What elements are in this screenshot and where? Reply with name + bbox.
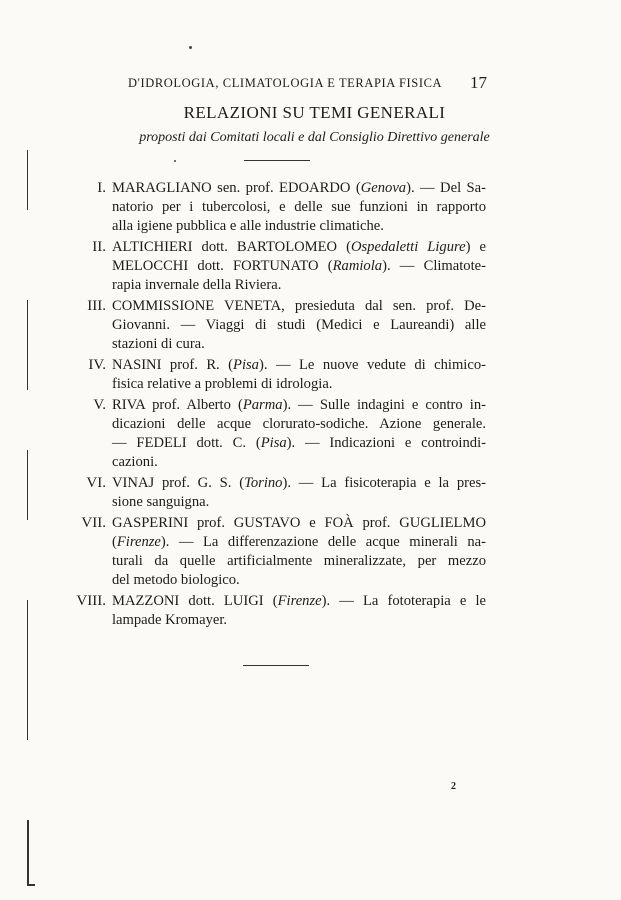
line-text: rapia invernale della Riviera. bbox=[112, 277, 282, 293]
entry-line bbox=[112, 493, 486, 512]
entry-line bbox=[112, 571, 486, 590]
line-text: del metodo biologico. bbox=[112, 572, 240, 588]
place-name: Firenze bbox=[277, 593, 322, 609]
entry-numeral: VII. bbox=[81, 515, 106, 531]
signature-mark: 2 bbox=[451, 781, 456, 792]
report-entry bbox=[62, 396, 492, 472]
line-text: Giovanni. — Viaggi di studi (Medici e Laureandi) alle bbox=[112, 317, 486, 333]
line-text: ). — Climatote- bbox=[382, 258, 486, 274]
entry-numeral: III. bbox=[87, 298, 106, 314]
entry-line bbox=[112, 514, 486, 533]
line-text: MELOCCHI dott. FORTUNATO ( bbox=[112, 258, 333, 274]
line-text: ) e bbox=[465, 239, 486, 255]
entry-line bbox=[112, 335, 486, 354]
entry-line bbox=[112, 257, 486, 276]
line-text: ). — Del Sa- bbox=[406, 180, 486, 196]
entry-line bbox=[112, 396, 486, 415]
line-text: ). — Sulle indagini e contro in- bbox=[282, 397, 486, 413]
page-number: 17 bbox=[470, 73, 487, 92]
entry-line bbox=[112, 375, 486, 394]
place-name: Ospedaletti Ligure bbox=[350, 239, 466, 255]
line-text: RIVA prof. Alberto ( bbox=[112, 397, 243, 413]
entry-numeral: VI. bbox=[86, 475, 106, 491]
margin-scan-line bbox=[27, 150, 28, 210]
line-text: COMMISSIONE VENETA, presieduta dal sen. prof. De- bbox=[112, 298, 486, 314]
line-text: ). — La fototerapia e le bbox=[321, 593, 486, 609]
report-entry bbox=[62, 592, 492, 630]
line-text: ( bbox=[112, 534, 117, 550]
margin-scan-line bbox=[27, 300, 28, 390]
entry-line bbox=[112, 453, 486, 472]
entry-line bbox=[112, 533, 486, 552]
speck-dot bbox=[174, 160, 176, 162]
line-text: ALTICHIERI dott. BARTOLOMEO ( bbox=[112, 239, 351, 255]
entry-numeral: VIII. bbox=[76, 593, 106, 609]
margin-scan-line bbox=[27, 450, 28, 520]
entry-line bbox=[112, 179, 486, 198]
speck-dot bbox=[189, 46, 192, 49]
entry-numeral: I. bbox=[97, 180, 106, 196]
entry-numeral: II. bbox=[92, 239, 106, 255]
entry-line bbox=[112, 434, 486, 453]
entry-line bbox=[112, 217, 486, 236]
place-name: Parma bbox=[242, 397, 283, 413]
running-header-title: D'IDROLOGIA, CLIMATOLOGIA E TERAPIA FISICA bbox=[128, 76, 443, 90]
entry-line bbox=[112, 297, 486, 316]
line-text: MAZZONI dott. LUIGI ( bbox=[112, 593, 278, 609]
line-text: NASINI prof. R. ( bbox=[112, 357, 234, 373]
place-name: Ramiola bbox=[332, 258, 383, 274]
line-text: alla igiene pubblica e alle industrie climatiche. bbox=[112, 218, 384, 234]
line-text: ). — Indicazioni e controindi- bbox=[286, 435, 486, 451]
line-text: ). — La fisicoterapia e la pres- bbox=[282, 475, 486, 491]
top-divider bbox=[244, 160, 310, 161]
entry-line bbox=[112, 415, 486, 434]
line-text: VINAJ prof. G. S. ( bbox=[112, 475, 245, 491]
section-subtitle: proposti dai Comitati locali e dal Consiglio Direttivo generale bbox=[139, 130, 490, 145]
line-text: fisica relative a problemi di idrologia. bbox=[112, 376, 333, 392]
line-text: ). — La differenzazione delle acque minerali na- bbox=[160, 534, 486, 550]
line-text: cazioni. bbox=[112, 454, 158, 470]
line-text: natorio per i tubercolosi, e delle sue funzioni in rapporto bbox=[112, 199, 486, 215]
margin-corner-mark bbox=[27, 884, 35, 886]
margin-scan-line bbox=[27, 600, 28, 740]
line-text: turali da quelle artificialmente mineralizzate, per mezzo bbox=[112, 553, 486, 569]
entry-numeral: IV. bbox=[88, 357, 106, 373]
report-entry bbox=[62, 297, 492, 354]
entry-line bbox=[112, 316, 486, 335]
line-text: GASPERINI prof. GUSTAVO e FOÀ prof. GUGLIELMO bbox=[112, 515, 486, 531]
place-name: Pisa bbox=[260, 435, 287, 451]
line-text: lampade Kromayer. bbox=[112, 612, 228, 628]
line-text: dicazioni delle acque clorurato-sodiche. Azione generale. bbox=[112, 416, 486, 432]
margin-scan-line bbox=[27, 820, 29, 885]
report-entry bbox=[62, 179, 492, 236]
report-entry bbox=[62, 514, 492, 590]
entry-line bbox=[112, 238, 486, 257]
entry-line bbox=[112, 552, 486, 571]
entry-line bbox=[112, 611, 486, 630]
report-entry bbox=[62, 356, 492, 394]
report-entry bbox=[62, 238, 492, 295]
entry-line bbox=[112, 276, 486, 295]
section-title: RELAZIONI SU TEMI GENERALI bbox=[183, 103, 446, 122]
line-text: sione sanguigna. bbox=[112, 494, 210, 510]
entry-numeral: V. bbox=[93, 397, 106, 413]
entry-line bbox=[112, 356, 486, 375]
line-text: — FEDELI dott. C. ( bbox=[112, 435, 261, 451]
place-name: Torino bbox=[244, 475, 283, 491]
bottom-divider bbox=[243, 665, 309, 666]
place-name: Genova bbox=[360, 180, 407, 196]
entry-line bbox=[112, 474, 486, 493]
report-entry bbox=[62, 474, 492, 512]
line-text: ). — Le nuove vedute di chimico- bbox=[258, 357, 486, 373]
report-list bbox=[62, 179, 492, 632]
place-name: Pisa bbox=[233, 357, 259, 373]
line-text: stazioni di cura. bbox=[112, 336, 205, 352]
entry-line bbox=[112, 198, 486, 217]
entry-line bbox=[112, 592, 486, 611]
line-text: MARAGLIANO sen. prof. EDOARDO ( bbox=[112, 180, 361, 196]
place-name: Firenze bbox=[116, 534, 161, 550]
